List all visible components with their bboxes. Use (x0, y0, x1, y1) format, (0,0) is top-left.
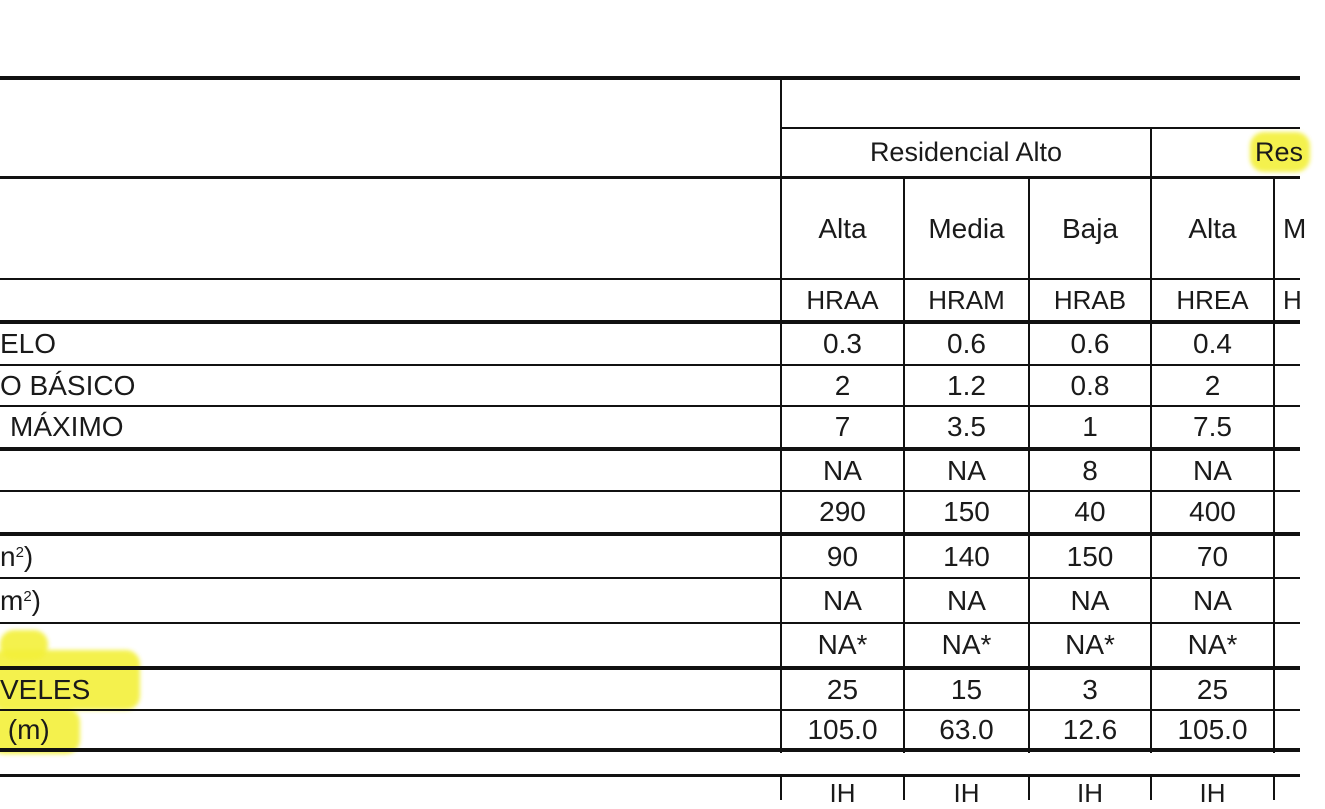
rule (0, 176, 1300, 179)
table-cell: 12.6 (1062, 713, 1118, 745)
table-cell: 90 (826, 540, 859, 572)
density-header: Baja (1061, 213, 1119, 244)
bottom-cell: IH (1199, 778, 1226, 808)
group-header: Res (1255, 137, 1304, 167)
row-label: (m) (0, 713, 50, 745)
table-cell: 0.8 (1070, 369, 1110, 401)
table-cell: 105.0 (807, 713, 878, 745)
table-cell: 2 (834, 369, 851, 401)
table-cell: 1.2 (947, 369, 986, 401)
table-cell: 2 (1204, 369, 1221, 401)
table-cell: NA (1193, 454, 1232, 486)
rule (0, 748, 1300, 752)
table-cell: 15 (950, 673, 983, 705)
density-header: Alta (1188, 213, 1237, 244)
table-cell: NA* (941, 629, 992, 660)
table-cell: 0.6 (947, 328, 986, 359)
density-header: M (1283, 213, 1307, 244)
table-cell: 40 (1074, 496, 1106, 527)
col-divider (1273, 776, 1275, 800)
table-cell: NA (1070, 584, 1110, 616)
row-label: ELO (0, 328, 57, 359)
table-cell: 3 (1082, 673, 1098, 705)
bottom-cell: IH (1077, 778, 1103, 808)
table-cell: 0.6 (1070, 328, 1110, 359)
zone-code: HRAA (806, 284, 879, 315)
col-divider (1273, 178, 1275, 753)
table-cell: NA (823, 454, 862, 486)
table-cell: NA* (817, 629, 868, 660)
table-cell: 150 (943, 496, 990, 527)
row-label: MÁXIMO (10, 411, 124, 442)
rule (0, 774, 1300, 777)
table-cell: 290 (819, 496, 866, 527)
table-cell: 3.5 (947, 411, 986, 442)
table-cell: 150 (1066, 540, 1114, 572)
group-header: Residencial Alto (869, 137, 1063, 167)
table-cell: 0.4 (1193, 328, 1232, 359)
row-label: O BÁSICO (0, 369, 136, 401)
row-label: n $^2$ ) (0, 540, 34, 572)
table-cell: 105.0 (1177, 713, 1248, 745)
zone-code: H (1283, 284, 1302, 315)
table-cell: 1 (1082, 411, 1098, 442)
table-cell: NA (823, 584, 862, 616)
table-cell: NA (947, 454, 986, 486)
table-cell: NA* (1065, 629, 1115, 660)
zone-code: HREA (1176, 284, 1249, 315)
table-cell: 70 (1196, 540, 1229, 572)
bottom-cell: IH (953, 778, 980, 808)
zone-code: HRAB (1053, 284, 1127, 315)
bottom-cell: IH (829, 778, 856, 808)
density-header: Media (928, 213, 1005, 244)
table-cell: NA (947, 584, 986, 616)
zone-code: HRAM (928, 284, 1005, 315)
table-cell: 25 (1196, 673, 1229, 705)
rule-top (0, 76, 1300, 80)
table-cell: 7.5 (1193, 411, 1232, 442)
table-cell: 63.0 (939, 713, 994, 745)
table-cell: NA* (1187, 629, 1238, 660)
table-cell: 7 (834, 411, 851, 442)
row-label: m $^2$ ) (0, 584, 41, 616)
row-label: VELES (0, 673, 91, 705)
table-cell: 140 (943, 540, 990, 572)
table-cell: 25 (826, 673, 859, 705)
table-cell: 400 (1189, 496, 1236, 527)
table-cell: 0.3 (823, 328, 862, 359)
highlight-corner (0, 630, 48, 660)
density-header: Alta (818, 213, 867, 244)
table-cell: 8 (1082, 454, 1098, 486)
table-cell: NA (1193, 584, 1232, 616)
